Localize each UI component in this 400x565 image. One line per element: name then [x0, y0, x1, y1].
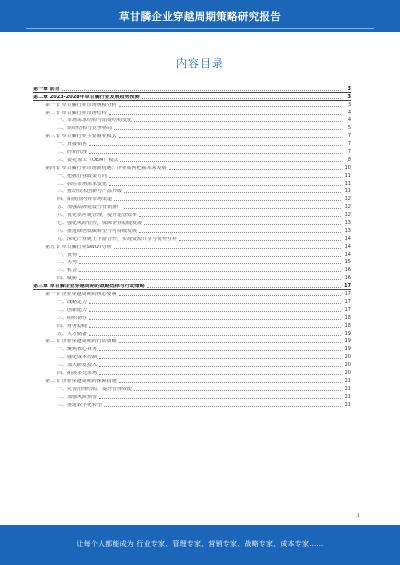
toc-entry[interactable] — [33, 368, 351, 376]
report-title: 草甘膦企业穿越周期策略研究报告 — [119, 11, 281, 23]
toc-entry-page: 12 — [344, 196, 351, 203]
toc-entry[interactable] — [33, 265, 351, 273]
toc-leader-dots — [109, 185, 341, 186]
toc-entry-label: 四、拓展国内外市场渠道 — [57, 197, 113, 203]
toc-entry[interactable] — [33, 187, 351, 195]
toc-entry-page: 3 — [347, 85, 351, 92]
toc-entry[interactable] — [33, 289, 351, 297]
toc-entry-label: 第三节 企业穿越周期的保障措施 — [45, 378, 117, 384]
toc-entry-page: 7 — [347, 133, 351, 140]
toc-leader-dots — [109, 114, 341, 115]
toc-entry[interactable] — [33, 360, 351, 368]
toc-leader-dots — [114, 200, 341, 201]
toc-leader-dots — [79, 271, 341, 272]
toc-entry[interactable] — [33, 321, 351, 329]
toc-entry-label: 三、加大研发投入 — [57, 363, 98, 369]
toc-entry-page: 21 — [344, 393, 351, 400]
toc-entry-page: 8 — [347, 156, 351, 163]
toc-entry-label: 第四节 草甘膦行业市场新机遇：企业如何把握未来发展 — [45, 165, 167, 171]
toc-entry-label: 二、经销代理 — [57, 150, 88, 156]
table-of-contents — [33, 84, 351, 408]
toc-leader-dots — [144, 224, 341, 225]
toc-entry-page: 19 — [344, 330, 351, 337]
page-number: 1 — [356, 513, 360, 519]
toc-entry[interactable] — [33, 352, 351, 360]
toc-entry-page: 17 — [344, 306, 351, 313]
toc-leader-dots — [134, 121, 341, 122]
toc-entry[interactable] — [33, 250, 351, 258]
footer-bar — [0, 525, 400, 565]
toc-leader-dots — [119, 342, 341, 343]
toc-entry-page: 14 — [344, 243, 351, 250]
header-bar — [0, 0, 400, 32]
toc-entry-page: 4 — [347, 109, 351, 116]
footer-slogan: 让每个人都能成为 行业专家、管理专家、营销专家、战略专家、成本专家…… — [76, 540, 324, 548]
toc-entry-label: 九、深化产业链上下游合作，实现资源共享与优势互补 — [57, 236, 178, 242]
toc-entry[interactable] — [33, 305, 351, 313]
toc-entry-page: 11 — [344, 180, 351, 187]
toc-entry-page: 12 — [344, 204, 351, 211]
toc-entry-page: 12 — [344, 212, 351, 219]
toc-entry-label: 一、聚焦核心业务 — [57, 347, 98, 353]
toc-entry[interactable] — [33, 108, 351, 116]
toc-entry-label: 三、机会 — [57, 268, 78, 274]
toc-entry-page: 7 — [347, 141, 351, 148]
toc-entry-label: 三、推进数字化转型 — [57, 402, 103, 408]
toc-leader-dots — [89, 327, 341, 328]
toc-entry[interactable] — [33, 100, 351, 108]
toc-leader-dots — [79, 279, 341, 280]
toc-leader-dots — [120, 161, 341, 162]
toc-leader-dots — [119, 295, 341, 296]
toc-entry-label: 四、威胁 — [57, 276, 78, 282]
toc-entry[interactable] — [33, 392, 351, 400]
toc-leader-dots — [99, 350, 341, 351]
toc-leader-dots — [124, 192, 341, 193]
toc-entry-page: 20 — [344, 362, 351, 369]
toc-entry-page: 13 — [344, 227, 351, 234]
toc-entry-page: 17 — [344, 298, 351, 305]
toc-entry-page: 17 — [344, 283, 351, 290]
toc-leader-dots — [114, 248, 341, 249]
toc-entry-page: 17 — [344, 291, 351, 298]
toc-entry-label: 二、劣势 — [57, 260, 78, 266]
toc-entry-label: 第一章 前言 — [33, 86, 60, 92]
toc-entry-label: 二、抓住市场需求变化 — [57, 181, 108, 187]
toc-entry-label: 二、强化成本控制 — [57, 355, 98, 361]
toc-entry-label: 一、把握行业政策方向 — [57, 173, 108, 179]
toc-entry-page: 4 — [347, 117, 351, 124]
toc-entry-page: 11 — [344, 188, 351, 195]
toc-entry-label: 第一节 草甘膦行业市场规模分析 — [45, 102, 117, 108]
toc-entry[interactable] — [33, 384, 351, 392]
toc-entry[interactable] — [33, 210, 351, 218]
toc-entry[interactable] — [33, 234, 351, 242]
toc-entry-page: 18 — [344, 322, 351, 329]
toc-entry[interactable] — [33, 376, 351, 384]
toc-entry-label: 三、推动技术创新与产品升级 — [57, 189, 123, 195]
toc-entry[interactable] — [33, 179, 351, 187]
toc-entry[interactable] — [33, 147, 351, 155]
toc-leader-dots — [99, 374, 341, 375]
toc-entry-label: 二、创新能力 — [57, 307, 88, 313]
toc-entry-page: 3 — [347, 101, 351, 108]
toc-entry[interactable] — [33, 313, 351, 321]
toc-entry-label: 二、加强风险预警 — [57, 394, 98, 400]
toc-entry[interactable] — [33, 329, 351, 337]
toc-entry-page: 20 — [344, 369, 351, 376]
toc-entry-label: 七、强化风险管控，保障企业稳健发展 — [57, 221, 143, 227]
toc-entry[interactable] — [33, 258, 351, 266]
toc-entry-label: 第三节 草甘膦行业主要商业模式 — [45, 134, 117, 140]
toc-entry[interactable] — [33, 242, 351, 250]
toc-leader-dots — [89, 145, 341, 146]
toc-leader-dots — [119, 137, 341, 138]
toc-leader-dots — [124, 208, 341, 209]
toc-leader-dots — [139, 216, 341, 217]
toc-entry-page: 21 — [344, 385, 351, 392]
toc-entry-label: 一、完善治理结构，提升管理效能 — [57, 386, 133, 392]
toc-entry-label: 四、拓展多元市场 — [57, 370, 98, 376]
toc-entry[interactable] — [33, 202, 351, 210]
toc-entry[interactable] — [33, 131, 351, 139]
toc-leader-dots — [114, 129, 341, 130]
toc-entry-label: 一、战略定力 — [57, 299, 88, 305]
toc-leader-dots — [134, 390, 341, 391]
toc-leader-dots — [89, 153, 341, 154]
toc-entry-label: 一、优势 — [57, 252, 78, 258]
toc-entry[interactable] — [33, 273, 351, 281]
toc-entry-page: 19 — [344, 338, 351, 345]
toc-entry[interactable] — [33, 344, 351, 352]
toc-entry-label: 四、财务稳健 — [57, 323, 88, 329]
toc-entry-page: 13 — [344, 220, 351, 227]
toc-entry[interactable] — [33, 116, 351, 124]
toc-entry-page: 16 — [344, 275, 351, 282]
toc-entry-label: 五、加强品牌建设与营销推广 — [57, 205, 123, 211]
toc-entry[interactable] — [33, 163, 351, 171]
toc-entry-page: 19 — [344, 346, 351, 353]
toc-entry-page: 5 — [347, 125, 351, 132]
toc-entry-page: 11 — [344, 172, 351, 179]
toc-entry-page: 21 — [344, 401, 351, 408]
toc-leader-dots — [89, 311, 341, 312]
toc-entry-label: 二、供给结构与竞争格局 — [57, 126, 113, 132]
toc-leader-dots — [79, 256, 341, 257]
toc-entry-label: 八、推进绿色低碳转型与可持续发展 — [57, 228, 138, 234]
toc-leader-dots — [99, 358, 341, 359]
toc-leader-dots — [89, 319, 341, 320]
toc-entry-page: 7 — [347, 149, 351, 156]
toc-leader-dots — [89, 303, 341, 304]
toc-leader-dots — [99, 398, 341, 399]
toc-leader-dots — [79, 263, 341, 264]
toc-entry[interactable] — [33, 92, 351, 100]
toc-entry-page: 15 — [344, 259, 351, 266]
toc-leader-dots — [169, 169, 341, 170]
toc-entry[interactable] — [33, 226, 351, 234]
toc-entry[interactable] — [33, 84, 351, 92]
toc-entry-page: 10 — [344, 164, 351, 171]
toc-entry-label: 六、优化供应链管理，提升运营效率 — [57, 213, 138, 219]
toc-leader-dots — [179, 240, 341, 241]
toc-leader-dots — [109, 177, 341, 178]
toc-entry-label: 三、组织韧性 — [57, 315, 88, 321]
toc-leader-dots — [104, 406, 341, 407]
toc-leader-dots — [119, 382, 341, 383]
toc-entry[interactable] — [33, 194, 351, 202]
toc-entry[interactable] — [33, 139, 351, 147]
toc-entry-label: 第五节 草甘膦行业SWOT分析 — [45, 244, 112, 250]
toc-entry-page: 21 — [344, 377, 351, 384]
header-rule — [26, 28, 374, 29]
toc-entry-page: 3 — [347, 93, 351, 100]
toc-entry-page: 14 — [344, 251, 351, 258]
toc-entry[interactable] — [33, 218, 351, 226]
toc-entry-page: 14 — [344, 235, 351, 242]
toc-entry-page: 16 — [344, 267, 351, 274]
toc-entry[interactable] — [33, 281, 351, 289]
toc-entry-label: 一、市场需求结构与消费结构变化 — [57, 118, 133, 124]
toc-entry[interactable] — [33, 400, 351, 408]
toc-entry-page: 18 — [344, 314, 351, 321]
toc-entry[interactable] — [33, 337, 351, 345]
toc-entry-label: 一、直接销售 — [57, 142, 88, 148]
toc-entry[interactable] — [33, 155, 351, 163]
toc-leader-dots — [89, 335, 341, 336]
toc-entry-label: 第一节 企业穿越周期的核心要素 — [45, 292, 117, 298]
toc-leader-dots — [139, 232, 341, 233]
toc-entry[interactable] — [33, 297, 351, 305]
toc-entry-label: 第二章 2023-2028年草甘膦行业发展趋势预测 — [33, 94, 140, 100]
toc-entry-label: 三、委托加工（OEM）模式 — [57, 157, 119, 163]
toc-entry-label: 第二节 企业穿越周期的行动策略 — [45, 339, 117, 345]
toc-entry-page: 20 — [344, 354, 351, 361]
toc-entry-label: 五、人才储备 — [57, 331, 88, 337]
toc-leader-dots — [119, 106, 341, 107]
toc-entry[interactable] — [33, 171, 351, 179]
toc-leader-dots — [99, 366, 341, 367]
toc-entry[interactable] — [33, 123, 351, 131]
toc-entry-label: 第二节 草甘膦行业市场结构 — [45, 110, 107, 116]
toc-entry-label: 第三章 草甘膦企业穿越周期的战略选择与行动策略 — [33, 284, 145, 290]
toc-heading: 内容目录 — [176, 57, 224, 70]
